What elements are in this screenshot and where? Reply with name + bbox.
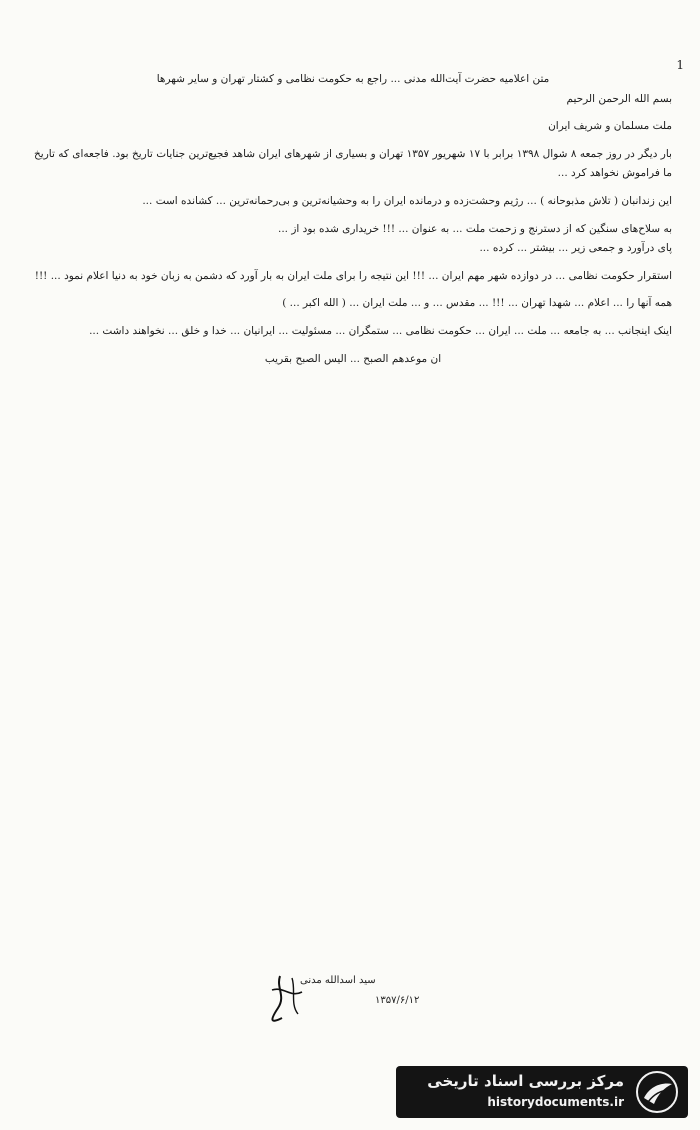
signature-date: ۱۳۵۷/۶/۱۲ [375, 995, 420, 1006]
watermark-url: historydocuments.ir [487, 1095, 624, 1109]
archive-watermark [396, 1066, 688, 1118]
paragraph-7: اینک اینجانب ... به جامعه ... ملت ... ایران ... حکومت نظامی ... ستمگران ... مسئولیت ... ایرانیان ... خدا و خلق ... نخواهند داشت ... [89, 324, 672, 337]
document-heading: متن اعلامیه حضرت آیت‌الله مدنی ... راجع به حکومت نظامی و کشتار تهران و سایر شهرها [156, 73, 550, 85]
salutation: ملت مسلمان و شریف ایران [548, 120, 672, 133]
paragraph-2: این زندانبان ( تلاش مذبوحانه ) ... رژیم وحشت‌زده و درمانده ایران را به وحشیانه‌ترین و بی‌رحمانه‌ترین ... کشانده است ... [142, 194, 672, 207]
book-logo-icon [634, 1070, 680, 1114]
watermark-title: مرکز بررسی اسناد تاریخی [427, 1072, 624, 1090]
paragraph-5: استقرار حکومت نظامی ... در دوازده شهر مهم ایران ... !!! این نتیجه را برای ملت ایران به بار آورد که دشمن به زبان خود به دنیا اعلام نمود ... !!! [34, 269, 672, 282]
paragraph-6: همه آنها را ... اعلام ... شهدا تهران ... !!! ... مقدس ... و ... ملت ایران ... ( الله اکبر ... ) [282, 297, 672, 310]
closing-verse: ان موعدهم الصبح ... الیس الصبح بقریب [264, 352, 442, 365]
page-number: 1 [676, 58, 684, 72]
signature-name: سید اسدالله مدنی [300, 975, 376, 986]
paragraph-3: به سلاح‌های سنگین که از دسترنج و زحمت ملت ... به عنوان ... !!! خریداری شده بود از ... [277, 222, 672, 235]
basmala: بسم الله الرحمن الرحیم [566, 92, 672, 105]
document-body [34, 70, 672, 369]
paragraph-4: پای درآورد و جمعی زیر ... بیشتر ... کرده ... [479, 242, 672, 255]
paragraph-1: بار دیگر در روز جمعه ۸ شوال ۱۳۹۸ برابر با ۱۷ شهریور ۱۳۵۷ تهران و بسیاری از شهرهای ایران شاهد فجیع‌ترین جنایات تاریخ بود. فاجعه‌ای که تاریخ ما فراموش نخواهد کرد ... [34, 147, 672, 180]
